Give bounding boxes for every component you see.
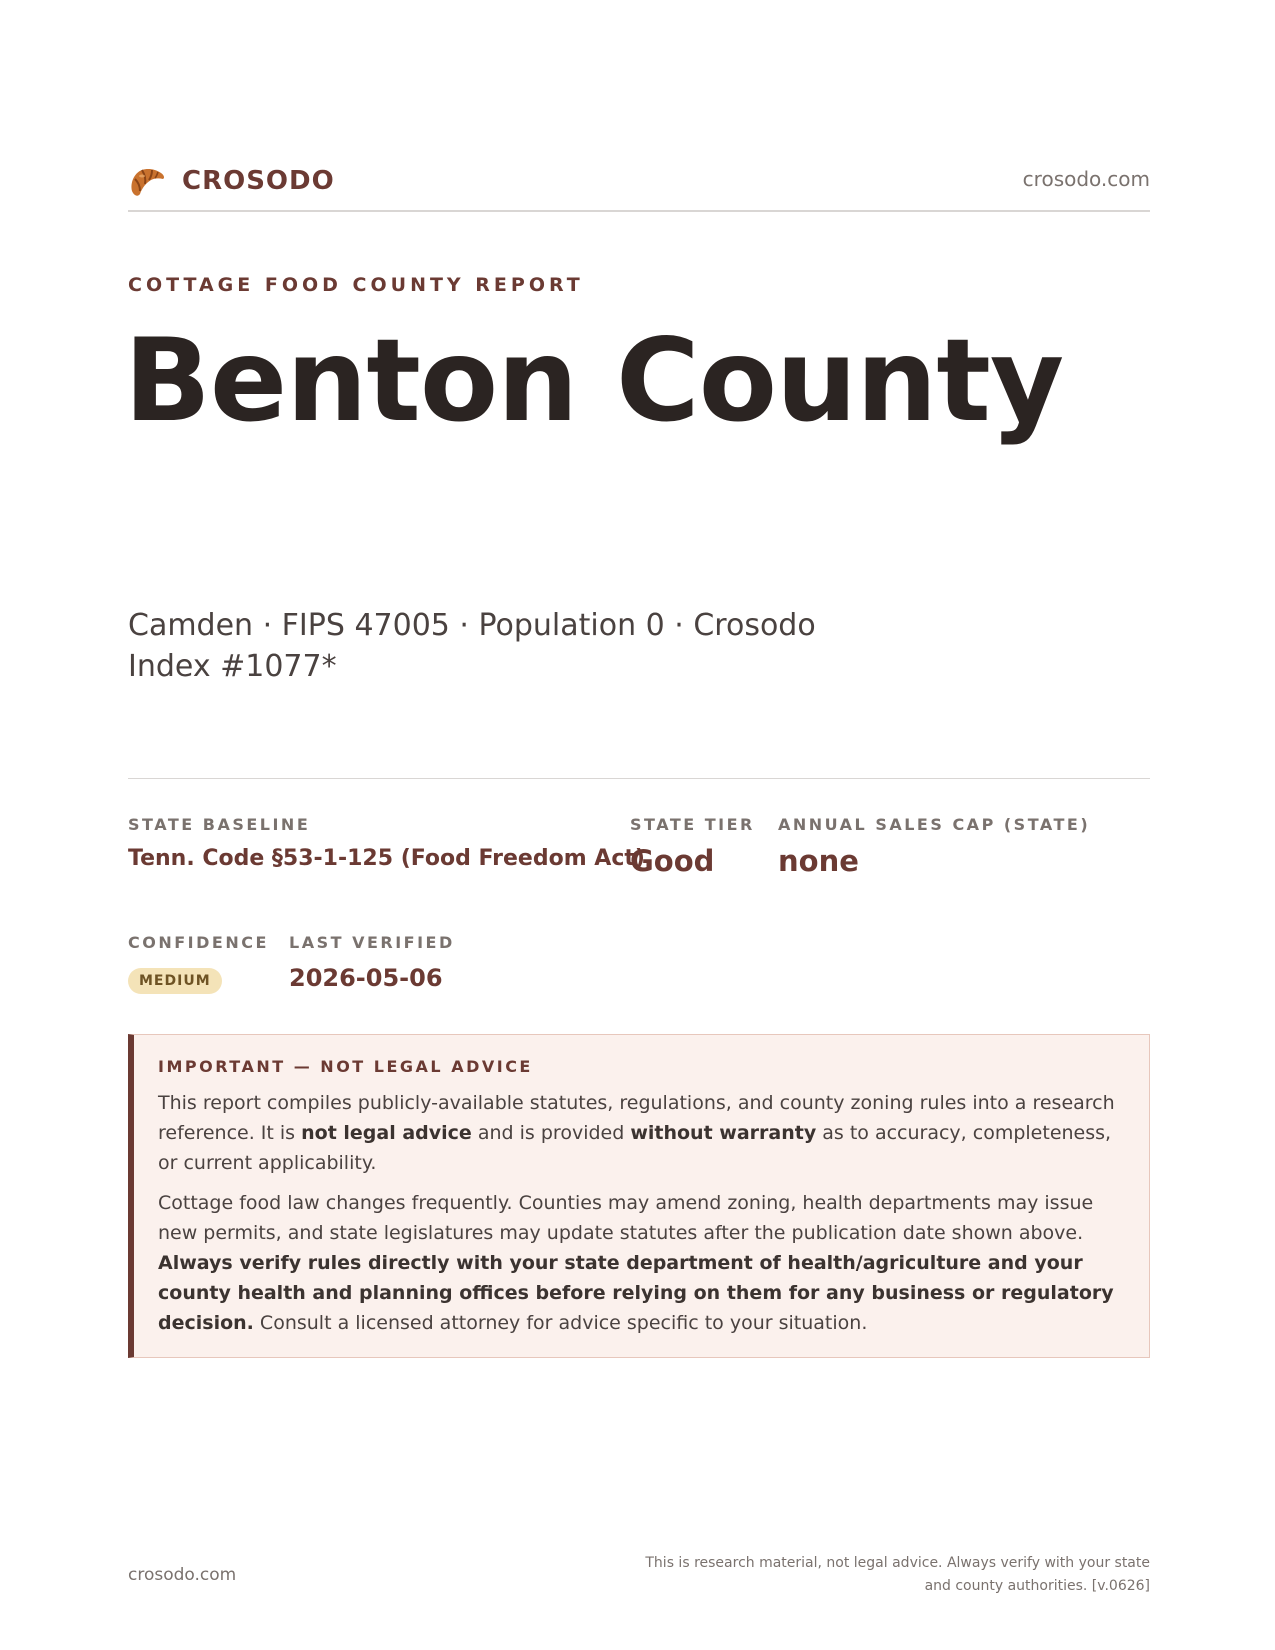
notice-emphasis: without warranty [630, 1122, 817, 1144]
state-tier-label: STATE TIER [630, 815, 755, 834]
state-tier-value: Good [630, 844, 715, 878]
footer-disclaimer: This is research material, not legal advice. Always verify with your state and county authorities. [v.0626] [645, 1555, 1150, 1594]
page-header [128, 155, 1150, 210]
confidence-label: CONFIDENCE [128, 933, 269, 952]
croissant-icon [128, 161, 168, 201]
site-url[interactable]: crosodo.com [1022, 167, 1150, 191]
state-tier [630, 815, 755, 878]
report-eyebrow: COTTAGE FOOD COUNTY REPORT [128, 274, 584, 296]
notice-paragraph-2 [158, 1188, 1125, 1338]
confidence [128, 933, 269, 994]
state-baseline-value: Tenn. Code §53-1-125 (Food Freedom Act) [128, 846, 645, 871]
state-baseline-label: STATE BASELINE [128, 815, 311, 834]
footer-site-url[interactable]: crosodo.com [128, 1565, 237, 1585]
brand[interactable] [128, 161, 335, 201]
state-baseline [128, 815, 645, 871]
notice-text: Consult a licensed attorney for advice specific to your situation. [253, 1312, 868, 1334]
page-title: Benton County [124, 314, 1064, 447]
last-verified-label: LAST VERIFIED [289, 933, 455, 952]
notice-text: as to accuracy, completeness, or current applicability. [158, 1122, 1112, 1174]
notice-emphasis: not legal advice [301, 1122, 472, 1144]
notice-title: IMPORTANT — NOT LEGAL ADVICE [158, 1057, 533, 1076]
confidence-badge: MEDIUM [128, 968, 222, 994]
annual-sales-cap-label: ANNUAL SALES CAP (STATE) [778, 815, 1091, 834]
annual-sales-cap-value: none [778, 844, 859, 878]
report-page [124, 0, 1150, 1650]
county-summary: Camden · FIPS 47005 · Population 0 · Crosodo Index #1077* [128, 608, 816, 684]
last-verified-value: 2026-05-06 [289, 964, 443, 992]
notice-paragraph-1 [158, 1088, 1125, 1178]
legal-notice [128, 1034, 1150, 1358]
section-divider [128, 778, 1150, 779]
annual-sales-cap [778, 815, 1090, 878]
header-divider [128, 210, 1150, 212]
notice-emphasis: Always verify rules directly with your state department of health/agriculture and your county health and planning offices before relying on them for any business or regulatory decision. [158, 1252, 1114, 1334]
last-verified [289, 933, 455, 992]
notice-text: Cottage food law changes frequently. Counties may amend zoning, health departments may issue new permits, and state legislatures may update statutes after the publication date shown above. [158, 1192, 1094, 1244]
brand-name: CROSODO [182, 166, 335, 196]
notice-text: and is provided [471, 1122, 631, 1144]
notice-text: This report compiles publicly-available statutes, regulations, and county zoning rules into a research reference. It is [158, 1092, 1115, 1144]
